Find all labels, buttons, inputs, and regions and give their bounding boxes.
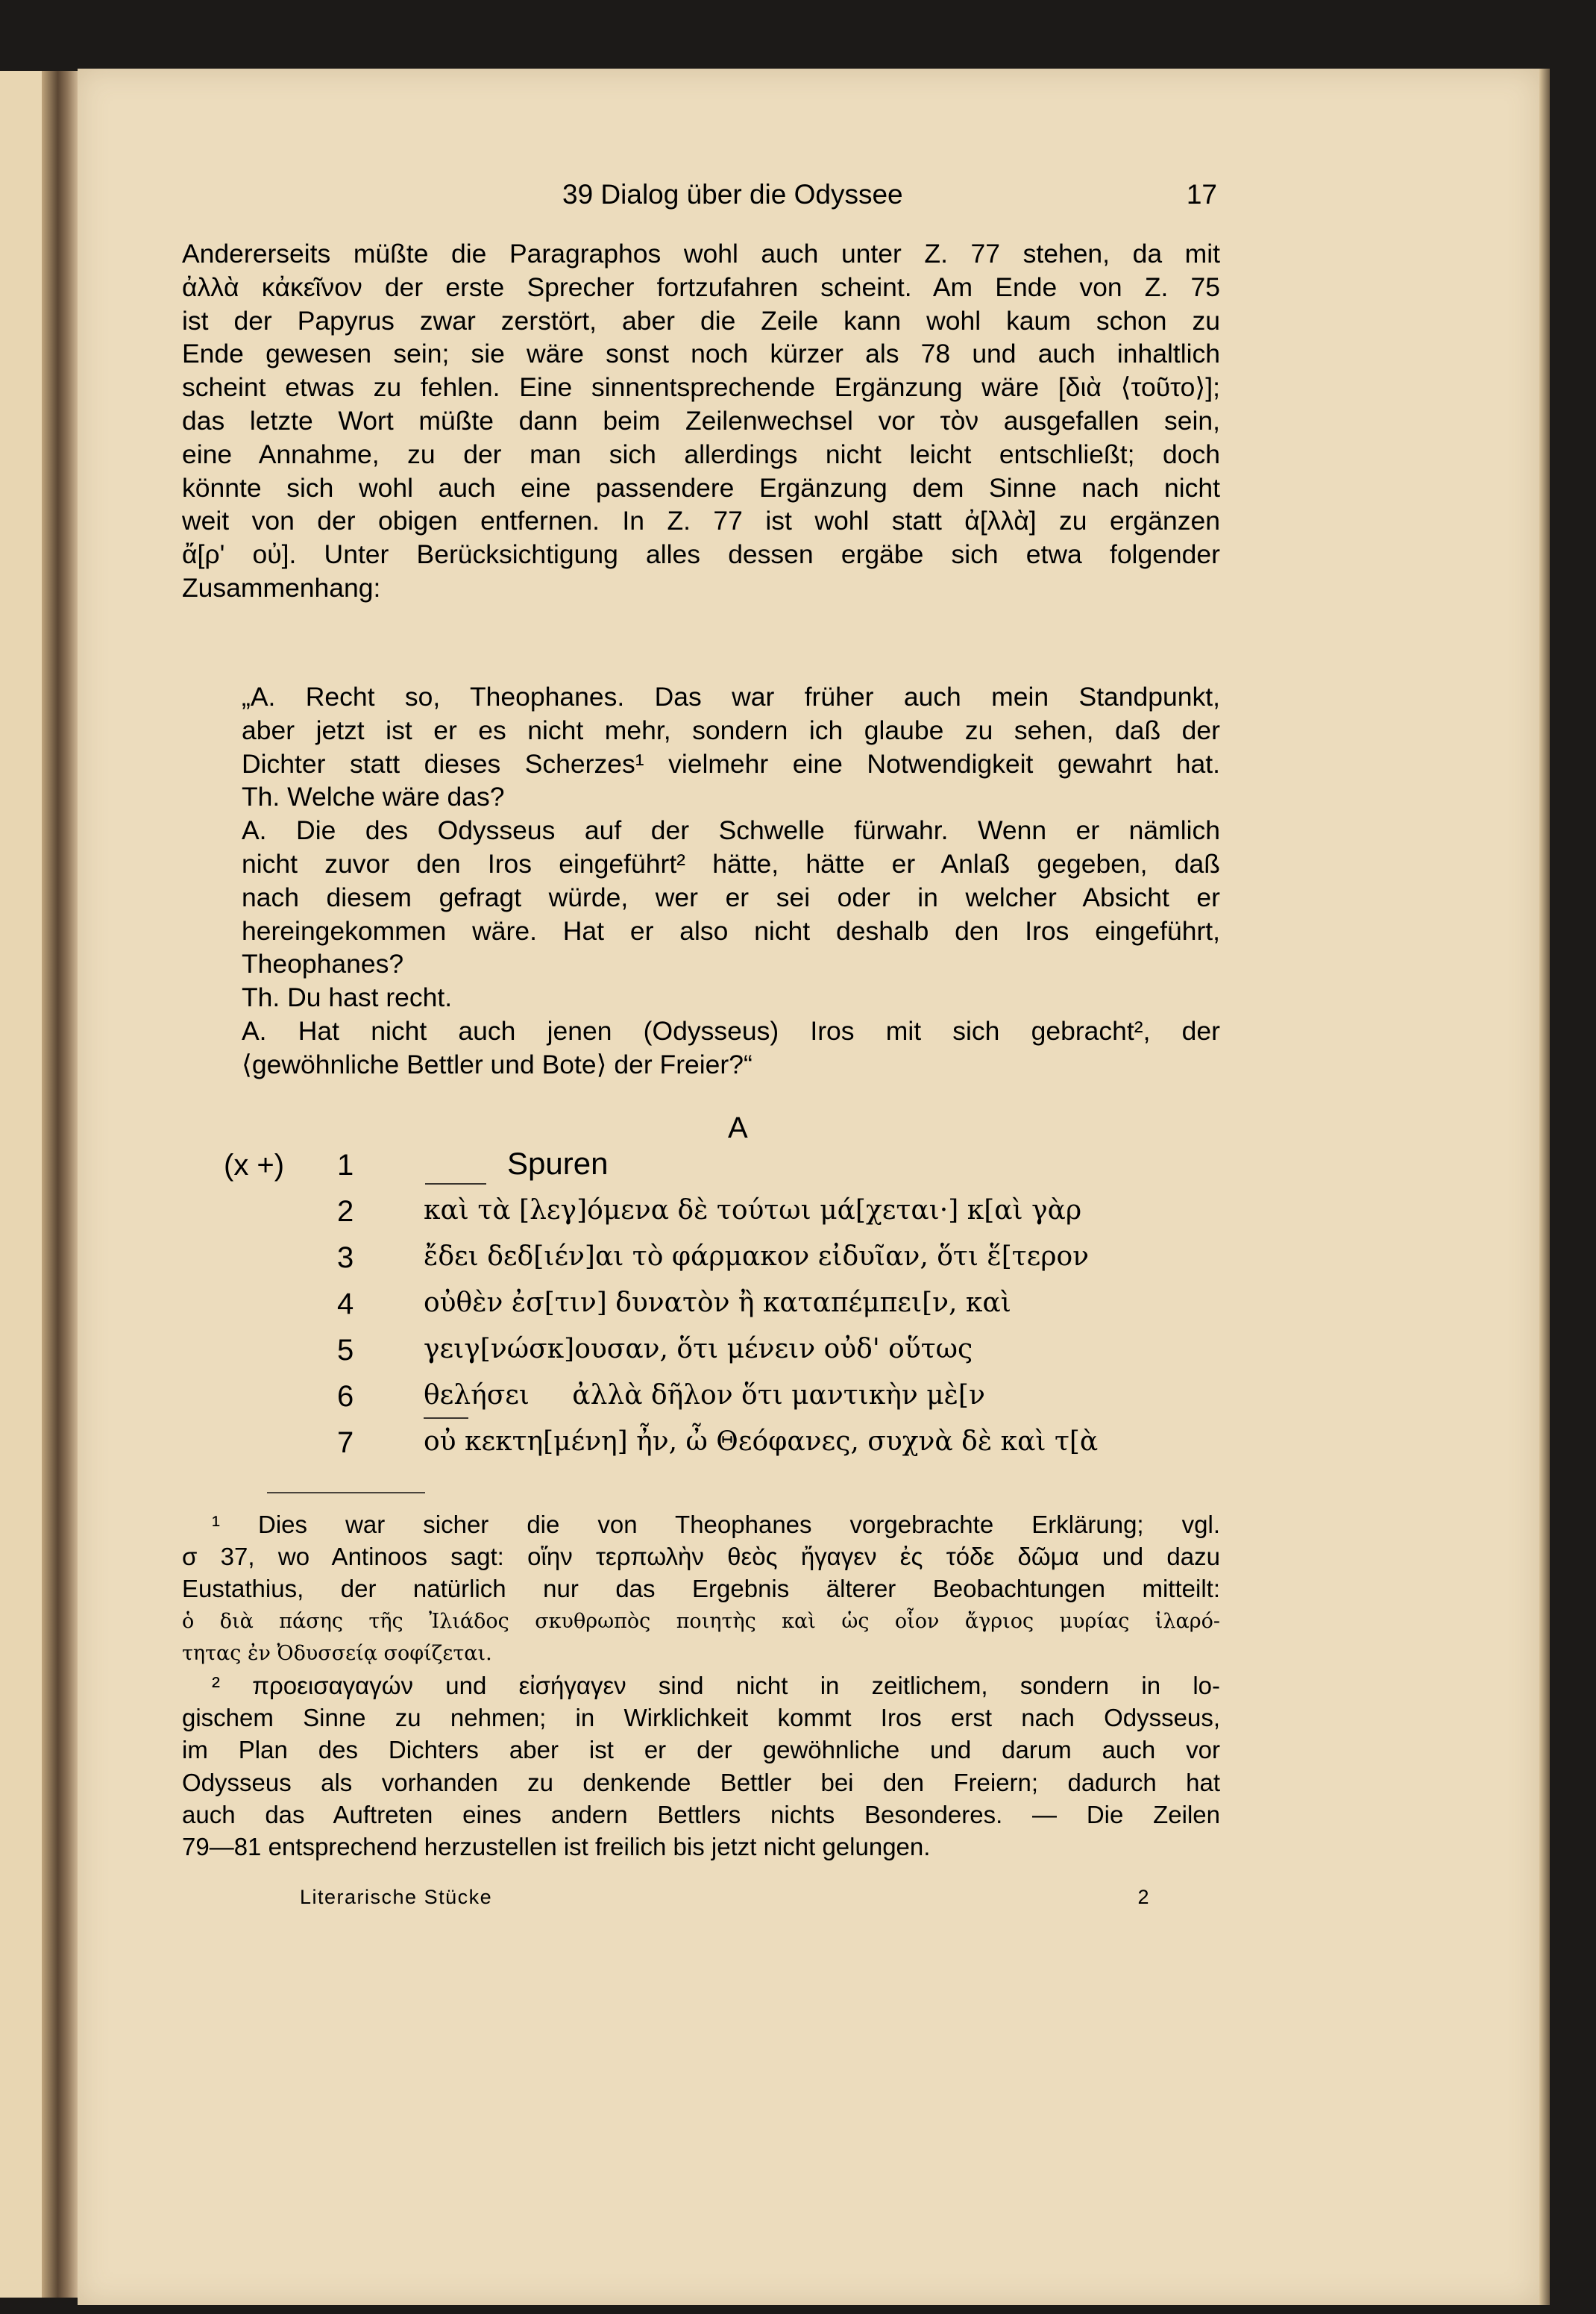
body-paragraph [182,237,1220,605]
footnote-line: σ 37, wo Antinoos sagt: οἵην τερπωλὴν θεὸς ἤγαγεν ἐς τόδε δῶμα und dazu [182,1543,1220,1571]
footnote-line: ¹ Dies war sicher die von Theophanes vorgebrachte Erklärung; vgl. [212,1511,1220,1538]
footnote-line: 79—81 entsprechend herzustellen ist freilich bis jetzt nicht gelungen. [182,1833,931,1861]
paragraphos-mark [425,1183,486,1185]
body-line: Andererseits müßte die Paragraphos wohl auch unter Z. 77 stehen, da mit [182,239,1220,269]
footnote-line: auch das Auftreten eines andern Bettlers nichts Besonderes. — Die Zeilen [182,1800,1220,1828]
papyrus-line-number: 3 [337,1241,354,1274]
papyrus-line-text: καὶ τὰ [λεγ]όμενα δὲ τούτωι μά[χεται·] κ[αὶ γὰρ [424,1195,1082,1226]
papyrus-line-number: 5 [337,1334,354,1367]
papyrus-line-text: θελήσει ἀλλὰ δῆλον ὅτι μαντικὴν μὲ[ν [424,1380,985,1411]
papyrus-line-number: 2 [337,1195,354,1228]
footnotes [182,1508,1220,1863]
page-number: 17 [1186,179,1217,210]
body-line: ist der Papyrus zwar zerstört, aber die Zeile kann wohl kaum schon zu [182,305,1220,336]
dialogue-line: „A. Recht so, Theophanes. Das war früher auch mein Standpunkt, [242,682,1220,712]
body-line: Ende gewesen sein; sie wäre sonst noch kürzer als 78 und auch inhaltlich [182,339,1220,369]
dialogue-line: A. Hat nicht auch jenen (Odysseus) Iros mit sich gebracht², der [242,1015,1220,1046]
gathering-number: 2 [1137,1886,1150,1908]
dialogue-line: Th. Du hast recht. [242,982,453,1013]
papyrus-line-text: οὐθὲν ἐσ[τιν] δυνατὸν ἢ καταπέμπει[ν, καὶ [424,1288,1011,1318]
body-line: Zusammenhang: [182,572,381,603]
dialogue-line: hereingekommen wäre. Hat er also nicht deshalb den Iros eingeführt, [242,915,1220,946]
dialogue-line: aber jetzt ist er es nicht mehr, sondern ich glaube zu sehen, daß der [242,715,1220,745]
running-head-title: 39 Dialog über die Odyssee [562,179,903,210]
papyrus-line-text: Spuren [507,1146,609,1181]
running-head [180,179,1217,216]
body-line: ἄ[ρ' οὐ]. Unter Berücksichtigung alles dessen ergäbe sich etwa folgender [182,539,1220,570]
section-heading: A [728,1111,748,1144]
papyrus-line-number: 1 [337,1149,354,1182]
body-line: weit von der obigen entfernen. In Z. 77 ist wohl statt ἀ[λλὰ] zu ergänzen [182,506,1220,536]
left-page-edge [0,71,42,2298]
body-line: das letzte Wort müßte dann beim Zeilenwechsel vor τὸν ausgefallen sein, [182,405,1220,436]
dialogue-line: Th. Welche wäre das? [242,782,505,812]
papyrus-line-text: γειγ[νώσκ]ουσαν, ὅτι μένειν οὐδ' οὕτως [424,1334,973,1364]
paragraphos-mark [424,1417,468,1419]
dialogue-line: ⟨gewöhnliche Bettler und Bote⟩ der Freier?“ [242,1049,753,1079]
dialogue-line: nicht zuvor den Iros eingeführt² hätte, hätte er Anlaß gegeben, daß [242,848,1220,879]
book-gutter [42,71,78,2298]
body-line: ἀλλὰ κἀκεῖνον der erste Sprecher fortzufahren scheint. Am Ende von Z. 75 [182,272,1220,302]
dialogue-line: Theophanes? [242,949,404,979]
dialogue-line: Dichter statt dieses Scherzes¹ vielmehr eine Notwendigkeit gewahrt hat. [242,748,1220,779]
dialogue-line: nach diesem gefragt würde, wer er sei oder in welcher Absicht er [242,882,1220,912]
footnote-line: ² προεισαγαγών und εἰσήγαγεν sind nicht in zeitlichem, sondern in lo- [212,1672,1220,1700]
footnote-line: im Plan des Dichters aber ist er der gewöhnliche und darum auch vor [182,1736,1220,1764]
signature-mark: Literarische Stücke [300,1886,493,1908]
papyrus-line-number: 6 [337,1380,354,1413]
footnote-line: ὁ διὰ πάσης τῆς Ἰλιάδος σκυθρωπὸς ποιητὴς καὶ ὡς οἷον ἄγριος μυρίας ἱλαρό- [182,1609,1220,1633]
papyrus-line-text: ἔδει δεδ[ιέν]αι τὸ φάρμακον εἰδυῖαν, ὅτι ἕ[τερον [424,1241,1090,1272]
body-line: scheint etwas zu fehlen. Eine sinnentsprechende Ergänzung wäre [διὰ ⟨τοῦτο⟩]; [182,372,1220,403]
papyrus-line-text: οὐ κεκτη[μένη] ἦν, ὦ Θεόφανες, συχνὰ δὲ καὶ τ[ὰ [424,1426,1099,1457]
papyrus-line-number: 4 [337,1288,354,1320]
page-right-edge [1539,69,1550,2305]
footnote-line: Odysseus als vorhanden zu denkende Bettler bei den Freiern; dadurch hat [182,1768,1220,1796]
body-line: könnte sich wohl auch eine passendere Ergänzung dem Sinne nach nicht [182,472,1220,503]
dialogue-line: A. Die des Odysseus auf der Schwelle fürwahr. Wenn er nämlich [242,815,1220,846]
footnote-line: Eustathius, der natürlich nur das Ergebnis älterer Beobachtungen mitteilt: [182,1575,1220,1603]
footnote-line: τητας ἐν Ὀδυσσείᾳ σοφίζεται. [182,1641,492,1665]
footnote-rule [267,1492,425,1493]
footnote-line: gischem Sinne zu nehmen; in Wirklichkeit kommt Iros erst nach Odysseus, [182,1704,1220,1732]
line-count-marker: (x +) [224,1149,285,1182]
body-line: eine Annahme, zu der man sich allerdings nicht leicht entschließt; doch [182,439,1220,469]
dialogue-translation [242,680,1220,1082]
papyrus-line-number: 7 [337,1426,354,1459]
